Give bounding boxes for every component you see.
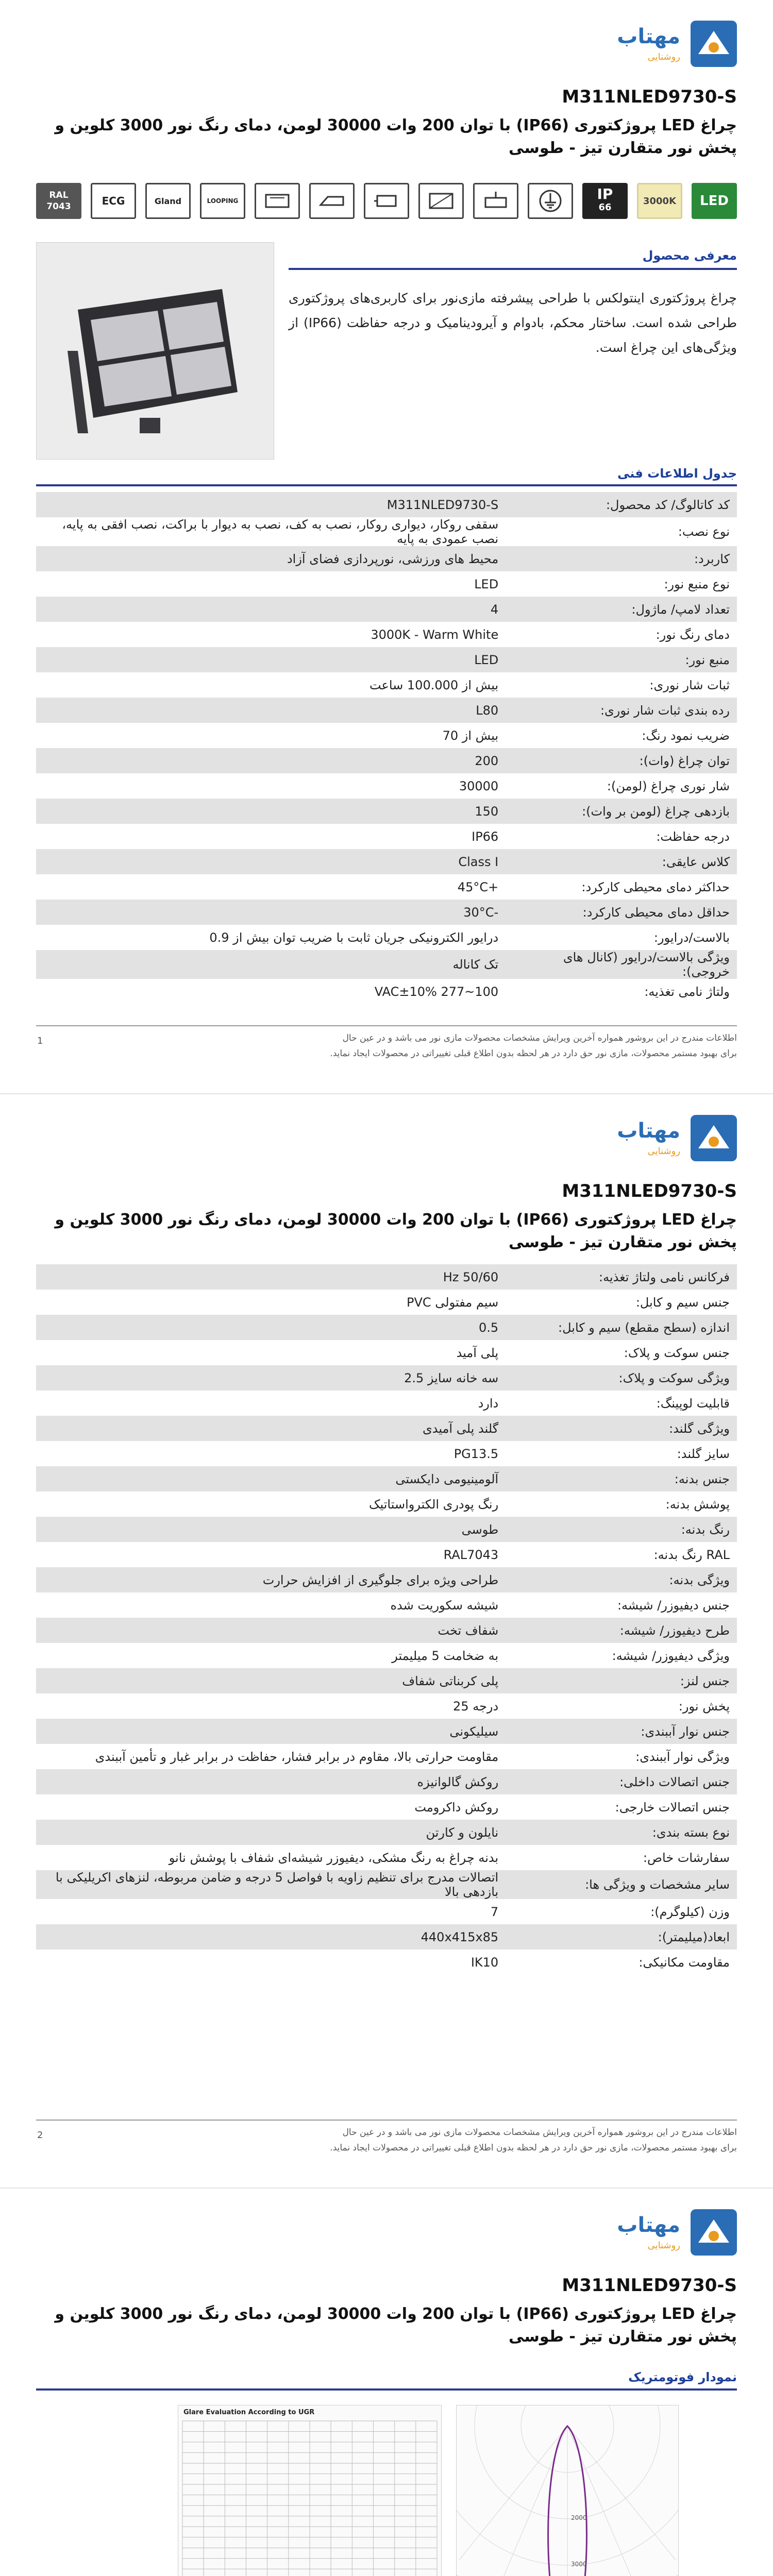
spec-key: قابلیت لوپینگ:: [506, 1391, 737, 1416]
logo-mark-icon: [691, 2209, 737, 2256]
spec-row: [36, 1441, 737, 1466]
spec-key: کلاس عایقی:: [506, 849, 737, 874]
spec-value: سه خانه سایز 2.5: [36, 1365, 506, 1391]
page-number: 1: [37, 1036, 43, 1046]
ral-icon: RAL 7043: [36, 183, 81, 219]
spec-key: سایز گلند:: [506, 1441, 737, 1466]
optic-icon: [309, 183, 355, 219]
product-title: چراغ LED پروژکتوری (IP66) با توان 200 وات 30000 لومن، دمای رنگ نور 3000 کلوین و پخش نور متقارن تیز - طوسی: [55, 2305, 737, 2346]
spec-row: [36, 1924, 737, 1950]
cct-3000k-icon: 3000K: [637, 183, 682, 219]
footer-note: [36, 1030, 737, 1061]
spec-row: [36, 1744, 737, 1769]
spec-value: به ضخامت 5 میلیمتر: [36, 1643, 506, 1668]
spec-key: RAL رنگ بدنه:: [506, 1542, 737, 1567]
spec-value: RAL7043: [36, 1542, 506, 1567]
ugr-glare-table: [178, 2405, 442, 2576]
spec-key: درجه حفاظت:: [506, 824, 737, 849]
spec-value: بدنه چراغ به رنگ مشکی، دیفیوزر شیشه‌ای شفاف با پوشش نانو: [36, 1845, 506, 1870]
spec-row: [36, 672, 737, 698]
footer-line-1: اطلاعات مندرج در این بروشور همواره آخرین ویرایش مشخصات محصولات مازی نور می باشد و در عین حال: [342, 1033, 737, 1043]
spec-value: شفاف تخت: [36, 1618, 506, 1643]
spec-value: 100~277 VAC±10%: [36, 979, 506, 1004]
spec-key: جنس اتصالات داخلی:: [506, 1769, 737, 1794]
spec-key: ویژگی دیفیوزر/ شیشه:: [506, 1643, 737, 1668]
spec-value: شیشه سکوریت شده: [36, 1592, 506, 1618]
mount-icon: [364, 183, 409, 219]
brand-logo: [582, 1115, 737, 1161]
spec-key: منبع نور:: [506, 647, 737, 672]
page-2: [0, 1094, 773, 2189]
spec-row: [36, 1719, 737, 1744]
gland-icon: Gland: [145, 183, 191, 219]
logo-mark-icon: [691, 1115, 737, 1161]
brand-logo: [582, 21, 737, 67]
spec-row: [36, 571, 737, 597]
spec-row: [36, 1264, 737, 1290]
spec-row: [36, 723, 737, 748]
footer-line-1: اطلاعات مندرج در این بروشور همواره آخرین ویرایش مشخصات محصولات مازی نور می باشد و در عین حال: [342, 2127, 737, 2138]
product-code: M311NLED9730-S: [562, 2275, 737, 2296]
polar-label-2000: 2000: [571, 2514, 587, 2521]
spec-key: سایر مشخصات و ویژگی ها:: [506, 1870, 737, 1899]
spec-key: ویژگی گلند:: [506, 1416, 737, 1441]
spec-value: L80: [36, 698, 506, 723]
spec-row: [36, 1668, 737, 1693]
spec-key: جنس دیفیوزر/ شیشه:: [506, 1592, 737, 1618]
spec-row: [36, 546, 737, 571]
ugr-title: Glare Evaluation According to UGR: [183, 2409, 315, 2416]
spec-value: 150: [36, 799, 506, 824]
spec-heading: جدول اطلاعات فنی: [617, 466, 737, 481]
led-badge-icon: LED: [692, 183, 737, 219]
spec-key: ضریب نمود رنگ:: [506, 723, 737, 748]
footer-line-2: برای بهبود مستمر محصولات، مازی نور حق دارد در هر لحظه بدون اطلاع قبلی تغییراتی در محصولات ایجاد نماید.: [330, 2143, 737, 2153]
ugr-grid: [178, 2405, 441, 2576]
product-title: چراغ LED پروژکتوری (IP66) با توان 200 وات 30000 لومن، دمای رنگ نور 3000 کلوین و پخش نور متقارن تیز - طوسی: [55, 116, 737, 157]
spec-value: 0.5: [36, 1315, 506, 1340]
spec-key: نوع نصب:: [506, 517, 737, 546]
brand-name: مهتاب: [617, 2213, 680, 2237]
spec-value: 50/60 Hz: [36, 1264, 506, 1290]
spec-value: 4: [36, 597, 506, 622]
spec-row: [36, 1365, 737, 1391]
spec-row: [36, 597, 737, 622]
floodlight-photo-icon: [37, 243, 274, 459]
spec-value: PG13.5: [36, 1441, 506, 1466]
spec-row: [36, 1769, 737, 1794]
spec-key: وزن (کیلوگرم):: [506, 1899, 737, 1924]
spec-key: جنس بدنه:: [506, 1466, 737, 1492]
photometric-heading: نمودار فوتومتریک: [628, 2370, 737, 2384]
spec-key: مقاومت مکانیکی:: [506, 1950, 737, 1975]
spec-value: بیش از 100.000 ساعت: [36, 672, 506, 698]
spec-value: IK10: [36, 1950, 506, 1975]
spec-value: روکش گالوانیزه: [36, 1769, 506, 1794]
spec-value: LED: [36, 647, 506, 672]
spec-row: [36, 799, 737, 824]
spec-row: [36, 950, 737, 979]
spec-value: اتصالات مدرج برای تنظیم زاویه با فواصل 5 درجه و ضامن مربوطه، لنزهای اکریلیکی با بازدهی بالا: [36, 1870, 506, 1899]
spec-key: سفارشات خاص:: [506, 1845, 737, 1870]
spec-key: طرح دیفیوزر/ شیشه:: [506, 1618, 737, 1643]
spec-value: طراحی ویژه برای جلوگیری از افزایش حرارت: [36, 1567, 506, 1592]
spec-key: جنس سیم و کابل:: [506, 1290, 737, 1315]
spec-key: کاربرد:: [506, 546, 737, 571]
spec-value: پلی کربناتی شفاف: [36, 1668, 506, 1693]
spec-value: تک کاناله: [36, 950, 506, 979]
spec-row: [36, 1492, 737, 1517]
product-code: M311NLED9730-S: [562, 87, 737, 107]
spec-key: ویژگی بالاست/درایور (کانال های خروجی):: [506, 950, 737, 979]
product-photo: [36, 242, 274, 460]
spec-key: تعداد لامپ/ ماژول:: [506, 597, 737, 622]
spec-row: [36, 1340, 737, 1365]
spec-row: [36, 849, 737, 874]
spec-row: [36, 748, 737, 773]
brand-name: مهتاب: [617, 1119, 680, 1143]
spec-key: حداقل دمای محیطی کارکرد:: [506, 900, 737, 925]
spec-value: رنگ پودری الکترواستاتیک: [36, 1492, 506, 1517]
spec-key: نوع بسته بندی:: [506, 1820, 737, 1845]
spec-value: 30000: [36, 773, 506, 799]
spec-key: کد کاتالوگ/ کد محصول:: [506, 492, 737, 517]
spec-row: [36, 824, 737, 849]
spec-value: بیش از 70: [36, 723, 506, 748]
spec-key: ویژگی بدنه:: [506, 1567, 737, 1592]
spec-key: ولتاژ نامی تغذیه:: [506, 979, 737, 1004]
spec-row: [36, 1899, 737, 1924]
beam-icon: [418, 183, 464, 219]
polar-curve: [457, 2405, 678, 2576]
polar-diagram: [456, 2405, 679, 2576]
spec-key: پوشش بدنه:: [506, 1492, 737, 1517]
spec-key: جنس نوار آببندی:: [506, 1719, 737, 1744]
spec-heading-rule: [36, 484, 737, 486]
brand-tagline: روشنایی: [647, 1146, 680, 1157]
spec-value: نایلون و کارتن: [36, 1820, 506, 1845]
spec-key: رنگ بدنه:: [506, 1517, 737, 1542]
spec-value: Class I: [36, 849, 506, 874]
spec-row: [36, 1542, 737, 1567]
spec-key: بالاست/درایور:: [506, 925, 737, 950]
earth-class-icon: [528, 183, 573, 219]
footer-note: [36, 2125, 737, 2156]
spec-value: سیم مفتولی PVC: [36, 1290, 506, 1315]
spec-key: اندازه (سطح مقطع) سیم و کابل:: [506, 1315, 737, 1340]
spec-value: روکش داکرومت: [36, 1794, 506, 1820]
spec-row: [36, 1794, 737, 1820]
spec-key: رده بندی ثبات شار نوری:: [506, 698, 737, 723]
spec-row: [36, 925, 737, 950]
spec-row: [36, 900, 737, 925]
spec-row: [36, 698, 737, 723]
spec-row: [36, 1643, 737, 1668]
spec-row: [36, 622, 737, 647]
spec-value: درجه 25: [36, 1693, 506, 1719]
floodlight-icon: [255, 183, 300, 219]
logo-mark-icon: [691, 21, 737, 67]
spec-row: [36, 1391, 737, 1416]
spec-row: [36, 517, 737, 546]
spec-value: پلی آمید: [36, 1340, 506, 1365]
spec-row: [36, 1618, 737, 1643]
intro-text: چراغ پروژکتوری اینتولکس با طراحی پیشرفته مازی‌نور برای کاربری‌های پروژکتوری طراحی شده است. ساختار محکم، بادوام و آیرودینامیک و درجه حفاظت (IP66) از ویژگی‌های این چراغ است.: [289, 291, 737, 355]
page-3: [0, 2189, 773, 2576]
product-code: M311NLED9730-S: [562, 1181, 737, 1201]
spec-key: فرکانس نامی ولتاژ تغذیه:: [506, 1264, 737, 1290]
ip66-icon: IP 66: [582, 183, 628, 219]
spec-key: ویژگی سوکت و پلاک:: [506, 1365, 737, 1391]
footer-rule: [36, 2120, 737, 2121]
spec-value: IP66: [36, 824, 506, 849]
spec-key: حداکثر دمای محیطی کارکرد:: [506, 874, 737, 900]
polar-label-3000: 3000: [571, 2561, 587, 2568]
spec-row: [36, 874, 737, 900]
spec-key: دمای رنگ نور:: [506, 622, 737, 647]
brand-tagline: روشنایی: [647, 2240, 680, 2251]
spec-row: [36, 773, 737, 799]
spec-table-page1: [36, 492, 737, 1004]
ecg-icon: ECG: [91, 183, 136, 219]
spec-key: ابعاد(میلیمتر):: [506, 1924, 737, 1950]
spec-key: جنس لنز:: [506, 1668, 737, 1693]
spec-value: LED: [36, 571, 506, 597]
brand-tagline: روشنایی: [647, 52, 680, 62]
spec-table-page2: [36, 1264, 737, 1975]
spec-row: [36, 1567, 737, 1592]
spec-key: توان چراغ (وات):: [506, 748, 737, 773]
spec-row: [36, 1315, 737, 1340]
spec-row: [36, 1290, 737, 1315]
intro-heading-rule: [289, 268, 737, 270]
spec-value: M311NLED9730-S: [36, 492, 506, 517]
spec-value: 7: [36, 1899, 506, 1924]
spec-value: طوسی: [36, 1517, 506, 1542]
install-icon: [473, 183, 518, 219]
spec-value: +45°C: [36, 874, 506, 900]
brand-name: مهتاب: [617, 25, 680, 48]
brand-logo: [582, 2209, 737, 2256]
spec-key: ویژگی نوار آببندی:: [506, 1744, 737, 1769]
spec-value: سیلیکونی: [36, 1719, 506, 1744]
spec-key: ثبات شار نوری:: [506, 672, 737, 698]
spec-row: [36, 492, 737, 517]
spec-value: 3000K - Warm White: [36, 622, 506, 647]
spec-value: گلند پلی آمیدی: [36, 1416, 506, 1441]
spec-key: نوع منبع نور:: [506, 571, 737, 597]
spec-value: محیط های ورزشی، نورپردازی فضای آزاد: [36, 546, 506, 571]
footer-line-2: برای بهبود مستمر محصولات، مازی نور حق دارد در هر لحظه بدون اطلاع قبلی تغییراتی در محصولات ایجاد نماید.: [330, 1048, 737, 1059]
spec-key: پخش نور:: [506, 1693, 737, 1719]
page-number: 2: [37, 2130, 43, 2141]
page-1: [0, 0, 773, 1094]
product-title: چراغ LED پروژکتوری (IP66) با توان 200 وات 30000 لومن، دمای رنگ نور 3000 کلوین و پخش نور متقارن تیز - طوسی: [55, 1211, 737, 1251]
spec-row: [36, 1592, 737, 1618]
spec-row: [36, 1517, 737, 1542]
spec-value: آلومینیومی دایکستی: [36, 1466, 506, 1492]
photometric-heading-rule: [36, 2388, 737, 2391]
spec-value: دارد: [36, 1391, 506, 1416]
spec-key: جنس سوکت و پلاک:: [506, 1340, 737, 1365]
spec-row: [36, 1845, 737, 1870]
spec-value: 440x415x85: [36, 1924, 506, 1950]
spec-value: -30°C: [36, 900, 506, 925]
intro-heading: معرفی محصول: [642, 248, 737, 263]
spec-row: [36, 979, 737, 1004]
spec-row: [36, 1820, 737, 1845]
spec-value: 200: [36, 748, 506, 773]
spec-row: [36, 647, 737, 672]
spec-value: مقاومت حرارتی بالا، مقاوم در برابر فشار، حفاظت در برابر غبار و تأمین آببندی: [36, 1744, 506, 1769]
spec-row: [36, 1870, 737, 1899]
footer-rule: [36, 1025, 737, 1026]
spec-value: درایور الکترونیکی جریان ثابت با ضریب توان بیش از 0.9: [36, 925, 506, 950]
spec-value: سقفی روکار، دیواری روکار، نصب به کف، نصب به دیوار با براکت، نصب افقی به پایه، نصب عمودی به پایه: [36, 517, 506, 546]
spec-key: شار نوری چراغ (لومن):: [506, 773, 737, 799]
feature-icons: [36, 175, 737, 227]
spec-row: [36, 1693, 737, 1719]
spec-key: بازدهی چراغ (لومن بر وات):: [506, 799, 737, 824]
spec-row: [36, 1950, 737, 1975]
spec-row: [36, 1416, 737, 1441]
spec-key: جنس اتصالات خارجی:: [506, 1794, 737, 1820]
spec-row: [36, 1466, 737, 1492]
looping-icon: LOOPING: [200, 183, 245, 219]
